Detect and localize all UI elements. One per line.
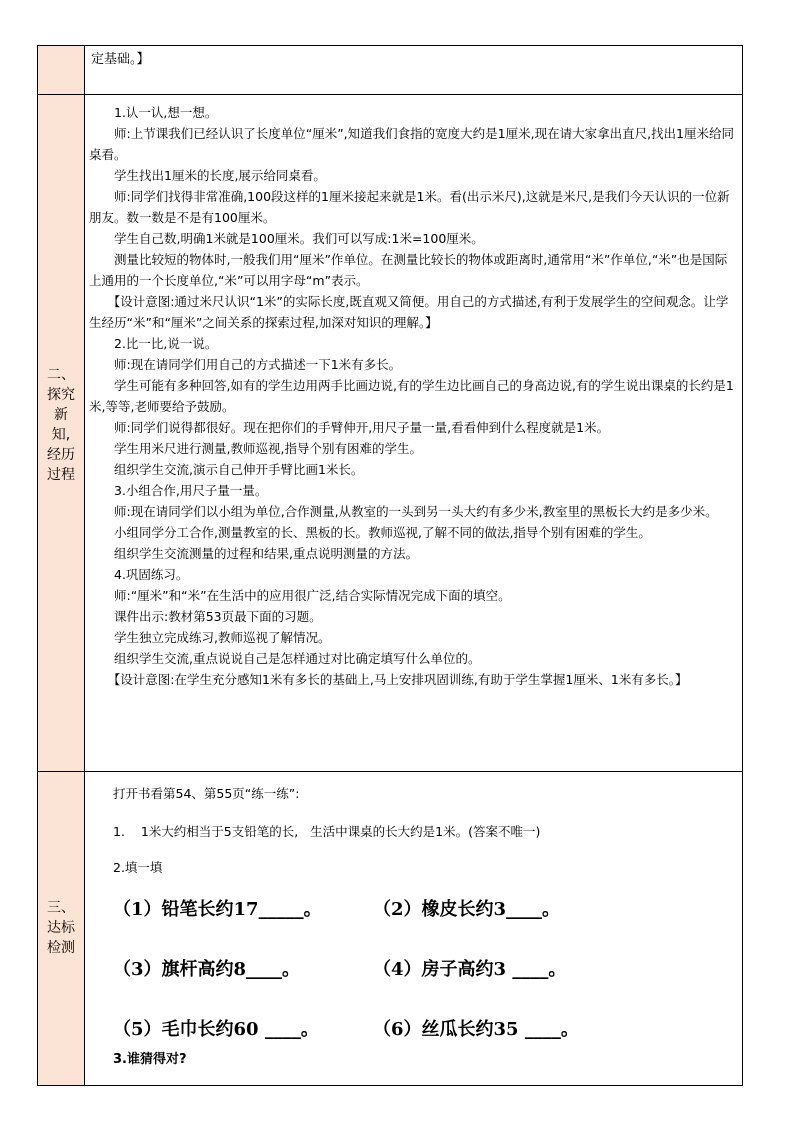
lesson-paragraph: 师:同学们说得都很好。现在把你们的手臂伸开,用尺子量一量,看看伸到什么程度就是1米。: [114, 420, 610, 435]
lesson-paragraph: 3.小组合作,用尺子量一量。: [114, 483, 268, 498]
lesson-paragraph: 师:上节课我们已经认识了长度单位“厘米”,知道我们食指的宽度大约是1厘米,现在请大家拿出直尺,找出1厘米给同桌看。: [89, 126, 734, 162]
lesson-paragraph: 师:现在请同学们以小组为单位,合作测量,从教室的一头到另一头大约有多少米,教室里的黑板长大约是多少米。: [114, 504, 718, 519]
lesson-paragraph: 组织学生交流,演示自己伸开手臂比画1米长。: [114, 462, 364, 477]
lesson-paragraph: 测量比较短的物体时,一般我们用“厘米”作单位。在测量比较长的物体或距离时,通常用“米”作单位,“米”也是国际上通用的一个长度单位,“米”可以用字母“m”表示。: [89, 252, 728, 288]
fill-blank-item: （6）丝瓜长约35 ____。: [373, 1019, 579, 1040]
fill-row: [113, 898, 736, 922]
label-line: 探究: [47, 387, 75, 403]
exercise-item-3: 3.谁猜得对?: [113, 1052, 187, 1067]
row-content-cell: [85, 772, 743, 1086]
lesson-paragraph: 学生独立完成练习,教师巡视了解情况。: [114, 630, 331, 645]
lesson-paragraph: 学生可能有多种回答,如有的学生边用两手比画边说,有的学生边比画自己的身高边说,有的学生说出课桌的长约是1米,等等,老师要给予鼓励。: [89, 378, 734, 414]
fill-blank-item: （4）房子高约3 ____。: [373, 959, 567, 980]
paragraph-list: [89, 102, 736, 690]
row-label-cell: [38, 772, 85, 1086]
table-row: [38, 46, 743, 95]
section-label-test: [38, 898, 84, 958]
lesson-paragraph: 组织学生交流测量的过程和结果,重点说明测量的方法。: [114, 546, 418, 561]
fill-blank-item: （5）毛巾长约60 ____。: [113, 1019, 319, 1040]
table-row: [38, 772, 743, 1086]
exercise-intro: 打开书看第54、第55页“练一练”:: [113, 786, 300, 801]
continued-text: 定基础。】: [91, 52, 150, 67]
fill-row: [113, 958, 736, 982]
fill-blank-item: （2）橡皮长约3____。: [373, 899, 561, 920]
label-line: 三、: [47, 900, 75, 916]
row-content-cell: [85, 95, 743, 772]
lesson-paragraph: 1.认一认,想一想。: [114, 105, 218, 120]
lesson-paragraph: 【设计意图:通过米尺认识“1米”的实际长度,既直观又简便。用自己的方式描述,有利于发展学生的空间观念。让学生经历“米”和“厘米”之间关系的探索过程,加深对知识的理解。】: [89, 294, 729, 330]
exercise-item-2: 2.填一填: [113, 860, 163, 875]
lesson-paragraph: 课件出示:教材第53页最下面的习题。: [114, 609, 322, 624]
lesson-paragraph: 师:同学们找得非常准确,100段这样的1厘米接起来就是1米。看(出示米尺),这就是米尺,是我们今天认识的一位新朋友。数一数是不是有100厘米。: [89, 189, 730, 225]
lesson-plan-table: [37, 45, 743, 1086]
label-line: 新: [54, 407, 68, 423]
label-line: 检测: [47, 940, 75, 956]
label-line: 过程: [47, 467, 75, 483]
fill-blank-item: （3）旗杆高约8____。: [113, 959, 301, 980]
fill-row: [113, 1018, 736, 1042]
section-label-explore: [38, 365, 84, 485]
lesson-paragraph: 组织学生交流,重点说说自己是怎样通过对比确定填写什么单位的。: [114, 651, 481, 666]
row-label-cell: [38, 46, 85, 95]
lesson-paragraph: 师:现在请同学们用自己的方式描述一下1米有多长。: [114, 357, 402, 372]
lesson-paragraph: 【设计意图:在学生充分感知1米有多长的基础上,马上安排巩固训练,有助于学生掌握1厘米、1米有多长。】: [107, 672, 688, 687]
row-label-cell: [38, 95, 85, 772]
lesson-paragraph: 师:“厘米”和“米”在生活中的应用很广泛,结合实际情况完成下面的填空。: [114, 588, 511, 603]
lesson-paragraph: 学生用米尺进行测量,教师巡视,指导个别有困难的学生。: [114, 441, 422, 456]
label-line: 知,: [51, 427, 71, 443]
row-content-cell: [85, 46, 743, 95]
lesson-paragraph: 4.巩固练习。: [114, 567, 189, 582]
lesson-paragraph: 2.比一比,说一说。: [114, 336, 218, 351]
lesson-paragraph: 学生找出1厘米的长度,展示给同桌看。: [114, 168, 326, 183]
lesson-paragraph: 学生自己数,明确1米就是100厘米。我们可以写成:1米=100厘米。: [114, 231, 484, 246]
fill-blank-item: （1）铅笔长约17_____。: [113, 899, 322, 920]
label-line: 经历: [47, 447, 75, 463]
label-line: 达标: [47, 920, 75, 936]
label-line: 二、: [47, 367, 75, 383]
table-row: [38, 95, 743, 772]
lesson-paragraph: 小组同学分工合作,测量教室的长、黑板的长。教师巡视,了解不同的做法,指导个别有困难的学生。: [114, 525, 651, 540]
exercise-item-1: 1. 1米大约相当于5支铅笔的长, 生活中课桌的长大约是1米。(答案不唯一): [113, 824, 541, 839]
